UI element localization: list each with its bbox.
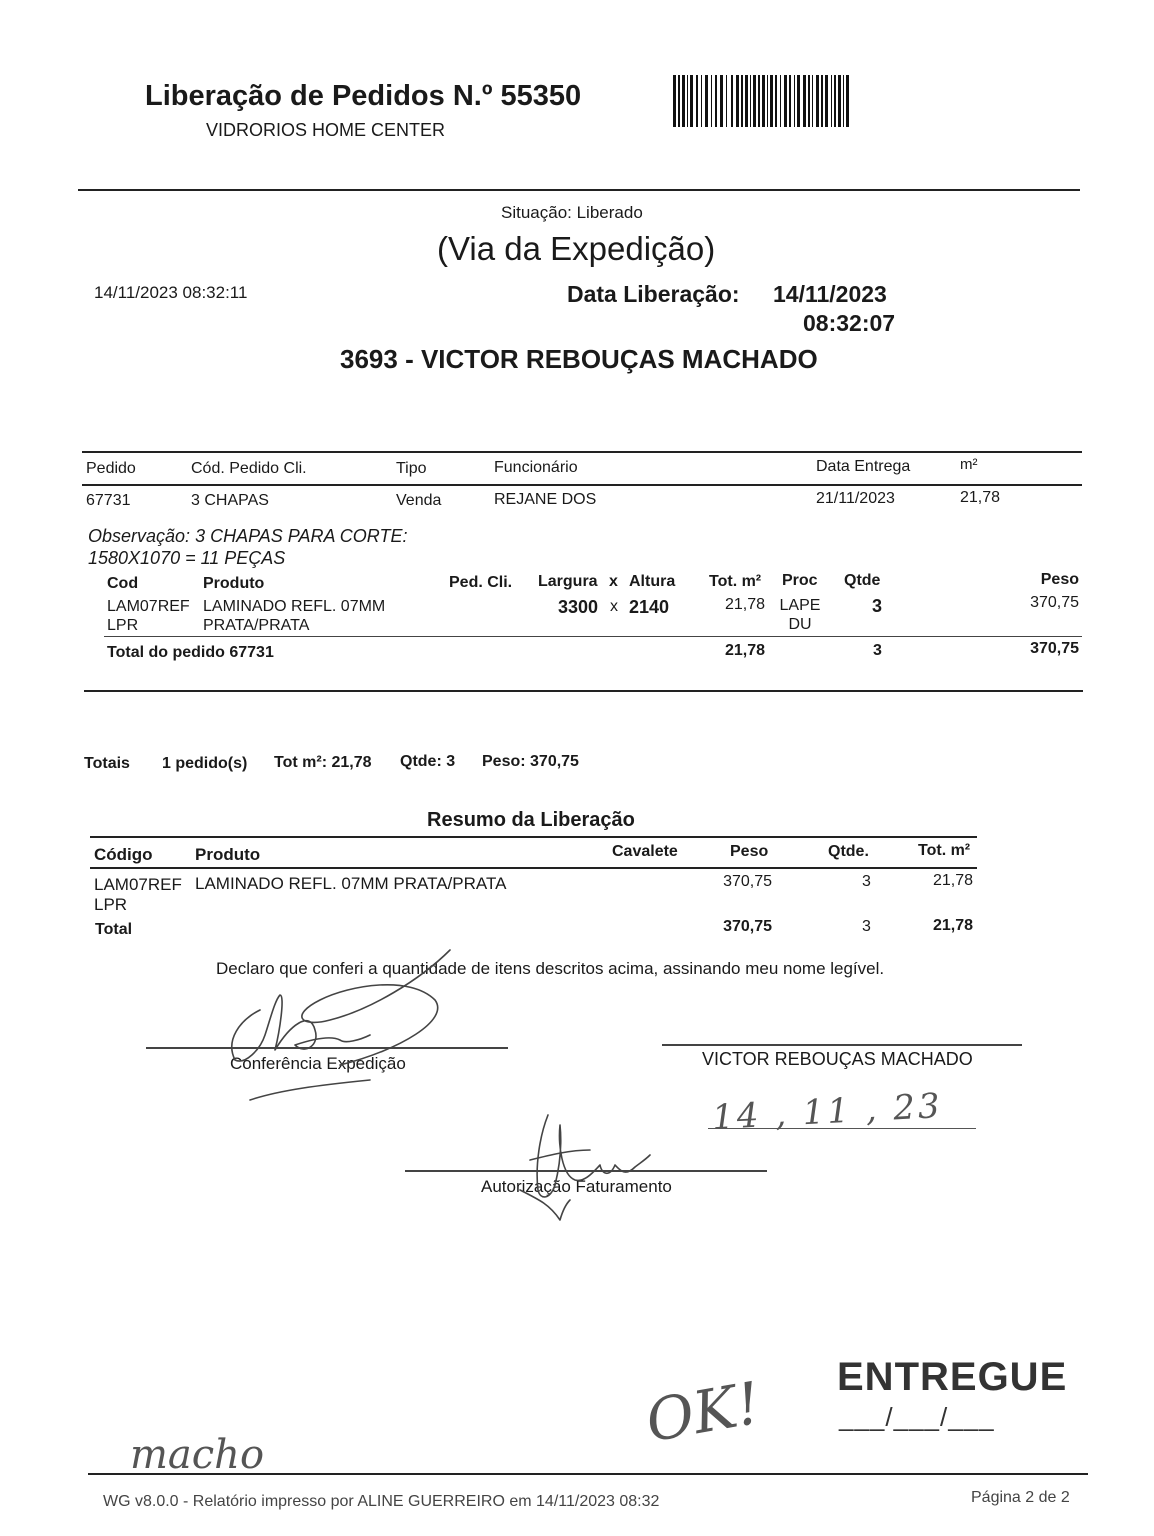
header-divider	[78, 189, 1080, 191]
company-name: VIDRORIOS HOME CENTER	[206, 120, 446, 140]
footer-divider	[88, 1473, 1088, 1475]
data-liberacao-time: 08:32:07	[803, 310, 896, 336]
resumo-col-codigo-header: Código	[94, 845, 153, 864]
item-altura: 2140	[629, 597, 670, 617]
col-pedido-header: Pedido	[86, 460, 136, 477]
col-largura-header: Largura	[538, 573, 598, 590]
totais-tot-m2: Tot m²: 21,78	[274, 754, 372, 771]
item-x: x	[610, 598, 618, 615]
col-tot-m2-header: Tot. m²	[709, 573, 762, 590]
data-liberacao-label: Data Liberação:	[567, 281, 740, 307]
col-funcionario-header: Funcionário	[494, 459, 578, 476]
col-ped-cli-header: Ped. Cli.	[449, 574, 513, 591]
col-x-header: x	[609, 573, 618, 590]
data-entrega-value: 21/11/2023	[816, 490, 895, 507]
tipo-value: Venda	[396, 492, 442, 509]
resumo-col-produto-header: Produto	[195, 845, 261, 864]
col-produto-header: Produto	[203, 575, 265, 592]
items-total-qtde: 3	[873, 642, 882, 659]
resumo-row-codigo	[94, 875, 182, 915]
via-label: (Via da Expedição)	[437, 230, 716, 267]
resumo-total-qtde: 3	[862, 918, 871, 935]
resumo-total-peso: 370,75	[723, 918, 772, 935]
handwritten-bottom-left: macho	[130, 1432, 265, 1478]
resumo-title: Resumo da Liberação	[427, 809, 635, 831]
cliente-signature-label: VICTOR REBOUÇAS MACHADO	[702, 1049, 973, 1069]
resumo-codigo-line1: LAM07REF	[94, 875, 182, 894]
resumo-col-peso-header: Peso	[730, 843, 769, 860]
items-total-divider	[104, 636, 1082, 637]
items-total-peso: 370,75	[1030, 640, 1079, 657]
resumo-codigo-line2: LPR	[94, 895, 128, 914]
col-tipo-header: Tipo	[396, 460, 427, 477]
item-largura: 3300	[558, 597, 599, 617]
resumo-total-tot-m2: 21,78	[932, 917, 973, 934]
item-cod	[107, 597, 190, 635]
pedido-value: 67731	[86, 492, 131, 509]
col-qtde-header: Qtde	[844, 572, 881, 589]
resumo-header-divider	[90, 867, 977, 869]
resumo-total-label: Total	[95, 921, 133, 938]
cod-pedido-cli-value: 3 CHAPAS	[191, 492, 269, 509]
handwritten-date: 14 , 11 , 23	[711, 1085, 944, 1139]
resumo-row-produto: LAMINADO REFL. 07MM PRATA/PRATA	[195, 874, 507, 893]
entregue-date-mask: ___/___/___	[839, 1402, 995, 1432]
totais-qtde: Qtde: 3	[400, 753, 456, 770]
autorizacao-label: Autorização Faturamento	[481, 1177, 672, 1196]
totais-peso: Peso: 370,75	[482, 753, 579, 770]
item-tot-m2: 21,78	[724, 596, 765, 613]
col-proc-header: Proc	[782, 572, 818, 589]
resumo-col-qtde-header: Qtde.	[828, 843, 869, 860]
situacao-label: Situação: Liberado	[501, 203, 643, 222]
cliente-name: 3693 - VICTOR REBOUÇAS MACHADO	[340, 344, 818, 374]
observacao-label: Observação:	[88, 526, 191, 546]
footer-page: Página 2 de 2	[971, 1489, 1070, 1506]
totais-label: Totais	[84, 755, 130, 772]
resumo-col-cavalete-header: Cavalete	[612, 843, 678, 860]
autorizacao-signature	[500, 1105, 680, 1225]
items-total-tot-m2: 21,78	[724, 642, 765, 659]
item-cod-line2: LPR	[107, 617, 139, 634]
handwritten-date-underline	[708, 1128, 976, 1129]
items-table-bottom	[84, 690, 1083, 692]
resumo-col-tot-m2-header: Tot. m²	[918, 842, 971, 859]
item-qtde: 3	[872, 596, 883, 616]
item-produto	[203, 597, 385, 635]
col-cod-pedido-cli-header: Cód. Pedido Cli.	[191, 460, 307, 477]
item-proc-line1: LAPE	[779, 597, 821, 614]
footer-report-info: WG v8.0.0 - Relatório impresso por ALINE GUERREIRO em 14/11/2023 08:32	[103, 1493, 660, 1510]
entregue-stamp: ENTREGUE	[837, 1355, 1068, 1399]
handwritten-ok: OK!	[640, 1368, 766, 1456]
item-peso: 370,75	[1030, 594, 1079, 611]
conferencia-signature	[220, 940, 480, 1110]
cliente-signature-line	[662, 1044, 1022, 1046]
resumo-row-qtde: 3	[862, 873, 871, 890]
item-produto-line2: PRATA/PRATA	[203, 617, 310, 634]
declaracao-text: Declaro que conferi a quantidade de itens descritos acima, assinando meu nome legível.	[216, 959, 885, 978]
resumo-row-tot-m2: 21,78	[932, 872, 973, 889]
pedido-table-header-divider	[82, 484, 1082, 486]
print-timestamp: 14/11/2023 08:32:11	[94, 283, 248, 302]
col-cod-header: Cod	[107, 575, 139, 592]
item-cod-line1: LAM07REF	[107, 598, 190, 615]
items-total-label: Total do pedido 67731	[107, 644, 274, 661]
resumo-table-top	[90, 836, 977, 838]
barcode	[673, 75, 853, 127]
m2-value: 21,78	[960, 489, 1001, 506]
funcionario-value: REJANE DOS	[494, 491, 597, 508]
conferencia-label: Conferência Expedição	[230, 1054, 406, 1073]
observacao	[88, 525, 407, 569]
col-peso-header: Peso	[1040, 571, 1079, 588]
col-altura-header: Altura	[629, 573, 676, 590]
col-data-entrega-header: Data Entrega	[816, 458, 911, 475]
pedido-table-top	[82, 451, 1082, 453]
item-produto-line1: LAMINADO REFL. 07MM	[203, 598, 386, 615]
item-proc	[774, 596, 826, 634]
totais-pedidos: 1 pedido(s)	[162, 755, 248, 772]
document-title: Liberação de Pedidos N.º 55350	[145, 80, 582, 112]
observacao-line2: 1580X1070 = 11 PEÇAS	[88, 548, 286, 568]
col-m2-header: m²	[960, 456, 978, 473]
resumo-row-peso: 370,75	[723, 873, 772, 890]
item-proc-line2: DU	[788, 616, 812, 633]
data-liberacao-date: 14/11/2023	[773, 281, 887, 307]
observacao-line1: 3 CHAPAS PARA CORTE:	[195, 526, 408, 546]
